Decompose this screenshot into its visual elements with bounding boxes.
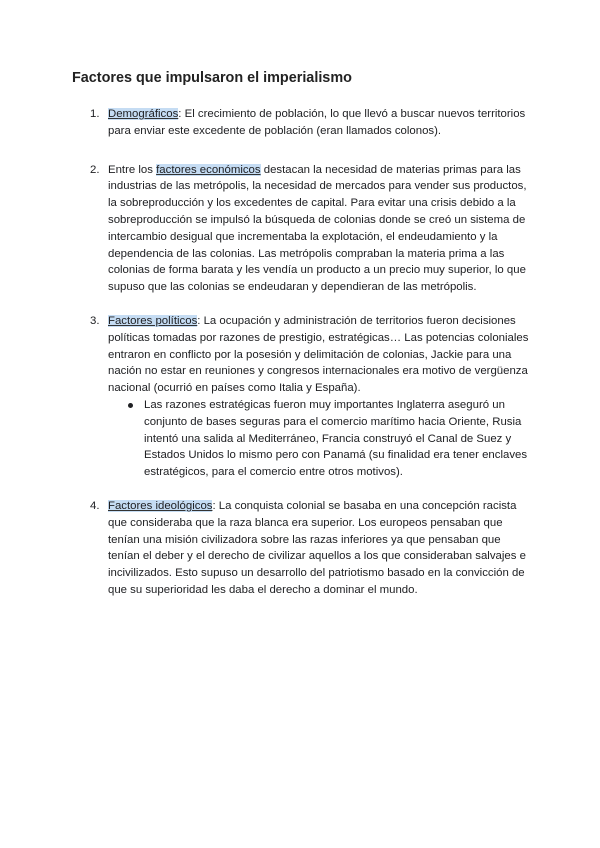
highlighted-term[interactable]: Factores políticos bbox=[108, 314, 198, 327]
factor-text: destacan la necesidad de materias primas para las industrias de las metrópolis, la necesidad de mercados para vender sus productos, la sobreproducción y los excedentes de capital. Para evitar una crisis debido a la sobreproducción se impulsó la búsqueda de colonias donde se creó un sistema de intercambio desigual que incrementaba la explotación, el endeudamiento y la dependencia de las colonias. Las metrópolis compraban la materia prima a las colonias de forma barata y les vendía un producto a un precio muy superior, lo que supuso que las colonias se endeudaran y dependieran de las metrópolis. bbox=[108, 163, 527, 294]
factor-paragraph bbox=[108, 313, 532, 397]
list-number: 3. bbox=[90, 314, 100, 327]
list-number: 1. bbox=[90, 108, 100, 120]
document-title: Factores que impulsaron el imperialismo bbox=[72, 70, 352, 86]
factor-paragraph bbox=[108, 106, 532, 140]
list-number: 4. bbox=[90, 499, 100, 512]
factor-ideological bbox=[72, 498, 532, 599]
highlighted-term[interactable]: Factores ideológicos bbox=[108, 499, 213, 512]
factor-economic bbox=[72, 162, 532, 296]
factor-demographic bbox=[72, 106, 532, 140]
sub-bullet-item bbox=[108, 397, 532, 481]
factor-text-prefix: Entre los bbox=[108, 163, 157, 176]
bullet-text: Las razones estratégicas fueron muy importantes Inglaterra aseguró un conjunto de bases seguras para el comercio marítimo hacia Oriente, Rusia intentó una salida al Mediterráneo, Francia construyó el Canal de Suez y Estados Unidos lo mismo pero con Panamá (su finalidad era tener enclaves estratégicos, para el comercio entre otros motivos). bbox=[144, 398, 528, 479]
list-number: 2. bbox=[90, 163, 100, 176]
factor-political bbox=[72, 313, 532, 481]
factor-paragraph bbox=[108, 162, 532, 296]
bullet-dot-icon bbox=[128, 403, 133, 408]
highlighted-term[interactable]: Demográficos bbox=[108, 108, 179, 120]
factors-list bbox=[72, 106, 532, 599]
factor-paragraph bbox=[108, 498, 532, 599]
factor-text: : La ocupación y administración de territorios fueron decisiones políticas tomadas por razones de prestigio, estratégicas… Las potencias coloniales entraron en conflicto por la posesión y delimitación de colonias, Jackie para una nación no estar en reuniones y congresos internacionales era motivo de vergüenza nacional (ocurrió en países como Italia y España). bbox=[108, 314, 529, 395]
highlighted-term[interactable]: factores económicos bbox=[156, 163, 261, 176]
factor-text: : La conquista colonial se basaba en una concepción racista que consideraba que la raza blanca era superior. Los europeos pensaban que tenían una misión civilizadora sobre las razas inferiores ya que pensaban que tenían el deber y el derecho de civilizar aquellos a los que consideraban salvajes e incivilizados. Esto supuso un desarrollo del patriotismo basado en la convicción de que su superioridad les daba el derecho a dominar el mundo. bbox=[108, 499, 526, 596]
factor-text: : El crecimiento de población, lo que llevó a buscar nuevos territorios para enviar este excedente de población (eran llamados colonos). bbox=[108, 108, 526, 137]
sub-bullet-list bbox=[108, 397, 532, 481]
